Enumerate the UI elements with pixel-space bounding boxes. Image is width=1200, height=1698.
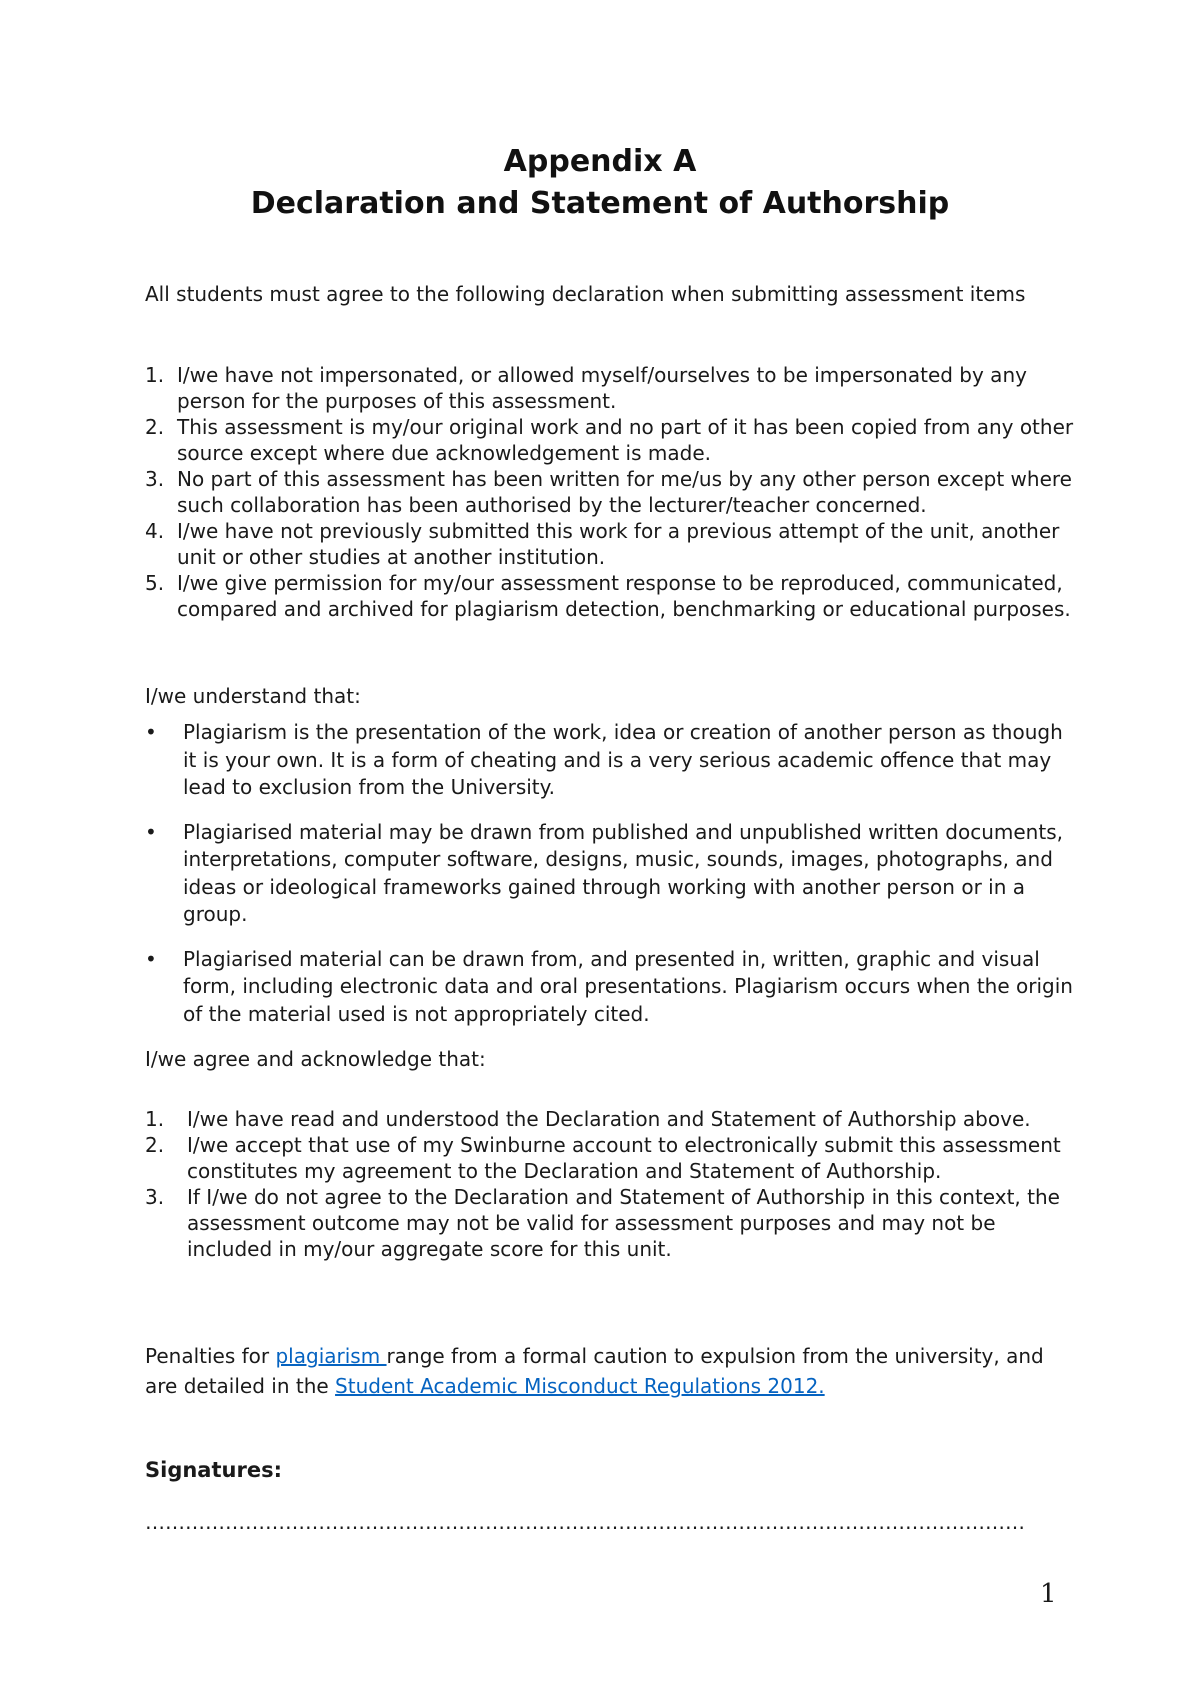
signature-line: …………………………………………………………………………………………………………………… (145, 1510, 1025, 1534)
list-item (145, 1106, 1075, 1132)
list-number: 3. (145, 1185, 165, 1209)
agree-heading: I/we agree and acknowledge that: (145, 1047, 486, 1071)
list-item-text: This assessment is my/our original work and no part of it has been copied from any other source except where due acknowledgement is made. (177, 415, 1074, 465)
list-item-text: No part of this assessment has been written for me/us by any other person except where such collaboration has been authorised by the lecturer/teacher concerned. (177, 467, 1072, 517)
list-number: 4. (145, 519, 165, 543)
plagiarism-link[interactable]: plagiarism (275, 1344, 387, 1368)
plagiarism-bullet-list (145, 719, 1075, 1045)
list-number: 2. (145, 415, 165, 439)
list-item (145, 466, 1075, 518)
list-item (145, 570, 1075, 622)
bullet-text: Plagiarised material can be drawn from, and presented in, written, graphic and visual form, including electronic data and oral presentations. Plagiarism occurs when the origin of the material used is not appropriately cited. (183, 946, 1073, 1026)
penalties-paragraph (145, 1341, 1045, 1401)
declaration-title: Declaration and Statement of Authorship (250, 186, 950, 221)
list-item-text: I/we have read and understood the Declaration and Statement of Authorship above. (187, 1107, 1031, 1131)
list-number: 3. (145, 467, 165, 491)
signatures-heading: Signatures: (145, 1458, 282, 1482)
appendix-title: Appendix A (503, 144, 697, 179)
page-number: 1 (1040, 1579, 1057, 1609)
bullet-text: Plagiarism is the presentation of the work, idea or creation of another person as though it is your own. It is a form of cheating and is a very serious academic offence that may lead to exclusion from the University. (183, 720, 1063, 799)
list-item (145, 414, 1075, 466)
list-number: 1. (145, 1107, 165, 1131)
list-item-text: If I/we do not agree to the Declaration and Statement of Authorship in this context, the assessment outcome may not be valid for assessment purposes and may not be included in my/our aggregate score for this unit. (187, 1185, 1060, 1261)
bullet-item (145, 719, 1075, 802)
list-item (145, 362, 1075, 414)
bullet-item (145, 946, 1075, 1029)
list-item (145, 1184, 1075, 1262)
bullet-icon: • (145, 720, 157, 744)
list-item (145, 518, 1075, 570)
bullet-icon: • (145, 819, 157, 844)
declaration-list (145, 362, 1075, 622)
list-number: 5. (145, 571, 165, 595)
agreement-list (145, 1106, 1075, 1262)
list-item (145, 1132, 1075, 1184)
list-item-text: I/we accept that use of my Swinburne account to electronically submit this assessment constitutes my agreement to the Declaration and Statement of Authorship. (187, 1133, 1061, 1183)
bullet-item (145, 819, 1075, 929)
list-item-text: I/we have not impersonated, or allowed myself/ourselves to be impersonated by any person for the purposes of this assessment. (177, 363, 1027, 413)
list-item-text: I/we give permission for my/our assessment response to be reproduced, communicated, compared and archived for plagiarism detection, benchmarking or educational purposes. (177, 571, 1071, 621)
list-number: 2. (145, 1133, 165, 1157)
penalties-middle: range from a formal caution to expulsion from the university, and are detailed in the (145, 1344, 1044, 1398)
bullet-icon: • (145, 946, 157, 971)
intro-paragraph: All students must agree to the following declaration when submitting assessment items (145, 282, 1026, 306)
understand-heading: I/we understand that: (145, 684, 361, 708)
list-item-text: I/we have not previously submitted this work for a previous attempt of the unit, another unit or other studies at another institution. (177, 519, 1060, 569)
bullet-text: Plagiarised material may be drawn from published and unpublished written documents, interpretations, computer software, designs, music, sounds, images, photographs, and ideas or ideological frameworks gained through working with another person or in a group. (183, 819, 1063, 926)
list-number: 1. (145, 363, 165, 387)
misconduct-regulations-link[interactable]: Student Academic Misconduct Regulations 2012. (335, 1374, 825, 1398)
penalties-prefix: Penalties for (145, 1344, 276, 1368)
